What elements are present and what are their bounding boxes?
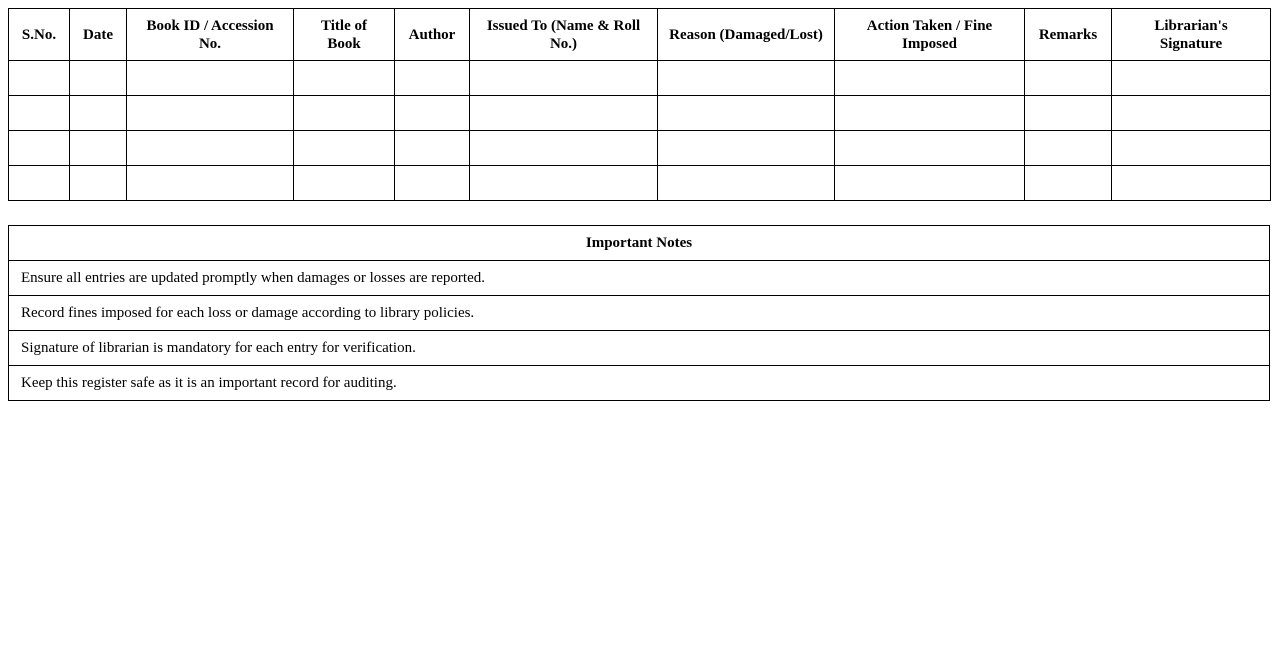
note-row: [9, 366, 1270, 401]
table-cell: [1025, 131, 1112, 166]
table-row: [9, 96, 1271, 131]
table-cell: [127, 61, 294, 96]
notes-header-row: [9, 226, 1270, 261]
header-date: Date: [70, 9, 127, 61]
table-cell: [70, 166, 127, 201]
header-issued-to: Issued To (Name & Roll No.): [470, 9, 658, 61]
important-notes-table: [8, 225, 1270, 401]
header-remarks: Remarks: [1025, 9, 1112, 61]
note-row: [9, 296, 1270, 331]
note-row: [9, 261, 1270, 296]
table-cell: [835, 96, 1025, 131]
table-cell: [1112, 166, 1271, 201]
table-cell: [294, 131, 395, 166]
header-book-id: Book ID / Accession No.: [127, 9, 294, 61]
note-item: Keep this register safe as it is an important record for auditing.: [9, 366, 1270, 401]
table-cell: [1112, 61, 1271, 96]
table-cell: [835, 131, 1025, 166]
table-cell: [835, 166, 1025, 201]
table-row: [9, 166, 1271, 201]
table-cell: [294, 96, 395, 131]
header-row: [9, 9, 1271, 61]
table-cell: [294, 61, 395, 96]
table-cell: [70, 131, 127, 166]
table-cell: [1025, 61, 1112, 96]
note-item: Signature of librarian is mandatory for each entry for verification.: [9, 331, 1270, 366]
header-sno: S.No.: [9, 9, 70, 61]
table-cell: [127, 166, 294, 201]
table-cell: [470, 166, 658, 201]
table-cell: [658, 166, 835, 201]
table-cell: [835, 61, 1025, 96]
table-cell: [470, 96, 658, 131]
table-cell: [127, 131, 294, 166]
table-cell: [658, 61, 835, 96]
note-row: [9, 331, 1270, 366]
table-row: [9, 61, 1271, 96]
table-cell: [470, 61, 658, 96]
table-cell: [70, 61, 127, 96]
table-cell: [1112, 131, 1271, 166]
table-cell: [9, 166, 70, 201]
table-cell: [9, 61, 70, 96]
table-cell: [395, 61, 470, 96]
table-cell: [9, 96, 70, 131]
table-cell: [395, 166, 470, 201]
table-cell: [1112, 96, 1271, 131]
table-cell: [395, 96, 470, 131]
table-row: [9, 131, 1271, 166]
header-reason: Reason (Damaged/Lost): [658, 9, 835, 61]
damage-loss-register-table: [8, 8, 1271, 201]
header-action-taken: Action Taken / Fine Imposed: [835, 9, 1025, 61]
table-cell: [395, 131, 470, 166]
header-title: Title of Book: [294, 9, 395, 61]
note-item: Record fines imposed for each loss or damage according to library policies.: [9, 296, 1270, 331]
header-signature: Librarian's Signature: [1112, 9, 1271, 61]
notes-title: Important Notes: [9, 226, 1270, 261]
note-item: Ensure all entries are updated promptly when damages or losses are reported.: [9, 261, 1270, 296]
table-cell: [294, 166, 395, 201]
table-cell: [9, 131, 70, 166]
header-author: Author: [395, 9, 470, 61]
table-cell: [127, 96, 294, 131]
table-cell: [1025, 166, 1112, 201]
table-cell: [658, 96, 835, 131]
table-cell: [470, 131, 658, 166]
table-cell: [1025, 96, 1112, 131]
table-cell: [658, 131, 835, 166]
table-cell: [70, 96, 127, 131]
